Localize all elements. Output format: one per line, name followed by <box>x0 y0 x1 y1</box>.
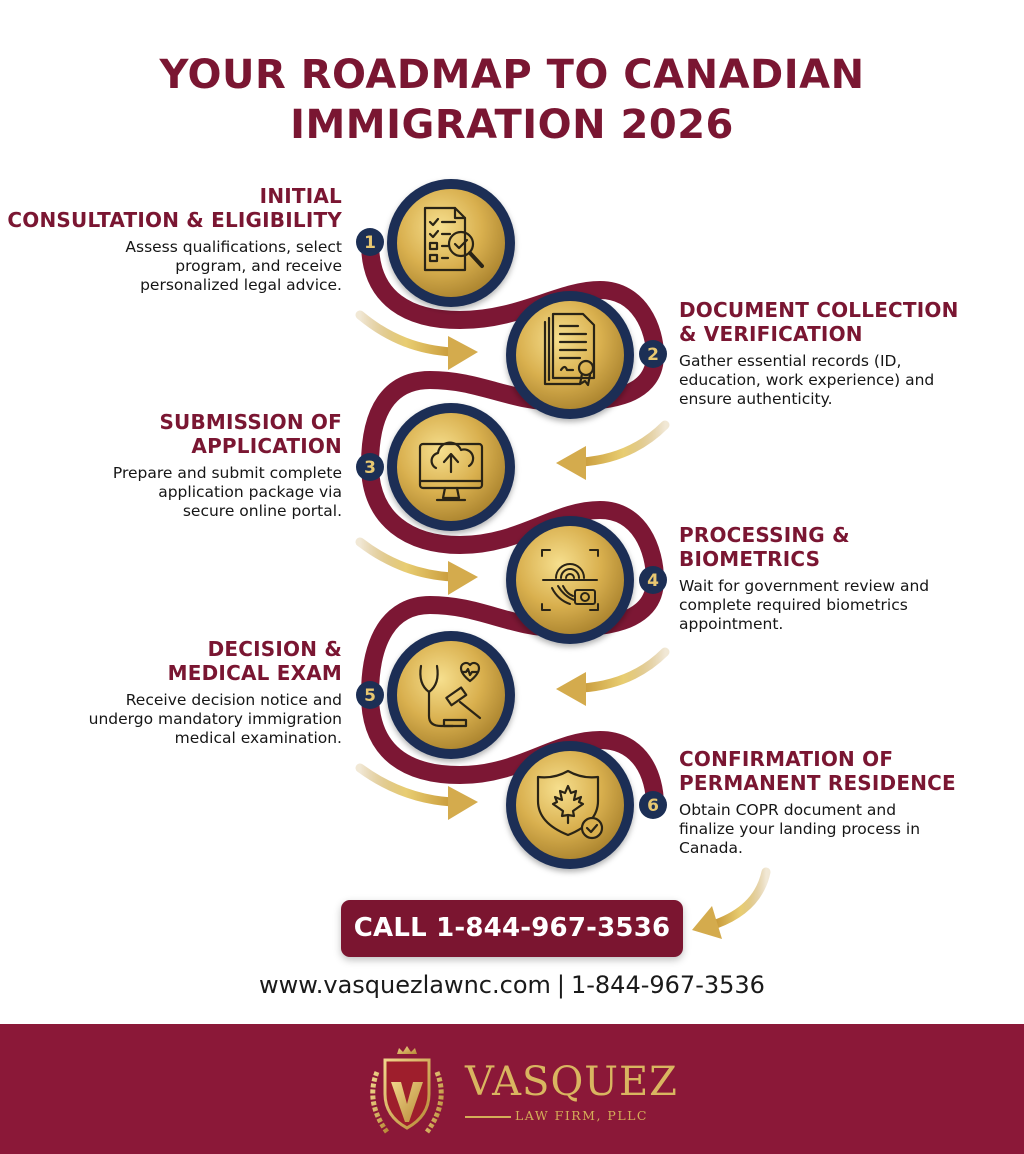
title-line-2: IMMIGRATION 2026 <box>290 102 734 148</box>
step-3-description: Prepare and submit complete application package via secure online portal. <box>112 464 342 520</box>
website-link[interactable]: www.vasquezlawnc.com <box>259 971 551 999</box>
brand-name: VASQUEZ <box>465 1059 678 1105</box>
medallion-2 <box>506 291 634 419</box>
step-4 <box>679 523 1019 634</box>
step-4-title: PROCESSING & BIOMETRICS <box>679 523 850 571</box>
crest-icon <box>357 1042 457 1142</box>
step-3 <box>2 410 342 521</box>
brand-divider <box>465 1116 511 1118</box>
svg-text:2: 2 <box>647 345 659 365</box>
arrow-left-1 <box>556 425 665 480</box>
step-6-description: Obtain COPR document and finalize your landing process in Canada. <box>679 801 921 857</box>
step-6 <box>679 747 1019 858</box>
svg-text:1: 1 <box>364 233 376 253</box>
footer-bar <box>0 1024 1024 1154</box>
step-2-description: Gather essential records (ID, education, work experience) and ensure authenticity. <box>679 352 935 408</box>
badge-5 <box>356 681 384 709</box>
step-5-title: DECISION & MEDICAL EXAM <box>167 637 342 685</box>
step-2 <box>679 298 1019 409</box>
step-5-description: Receive decision notice and undergo mandatory immigration medical examination. <box>88 691 342 747</box>
step-2-title: DOCUMENT COLLECTION & VERIFICATION <box>679 298 959 346</box>
step-3-title: SUBMISSION OF APPLICATION <box>159 410 342 458</box>
step-1-title: INITIAL CONSULTATION & ELIGIBILITY <box>7 184 342 232</box>
badge-6 <box>639 791 667 819</box>
call-button[interactable]: CALL 1-844-967-3536 <box>341 900 683 957</box>
badge-1 <box>356 228 384 256</box>
phone-link[interactable]: 1-844-967-3536 <box>570 971 765 999</box>
step-4-description: Wait for government review and complete required biometrics appointment. <box>679 577 930 633</box>
brand-subtitle: LAW FIRM, PLLC <box>515 1108 648 1123</box>
firm-logo <box>357 1042 677 1142</box>
arrow-left-2 <box>556 652 665 706</box>
step-6-title: CONFIRMATION OF PERMANENT RESIDENCE <box>679 747 956 795</box>
svg-text:3: 3 <box>364 458 376 478</box>
badge-4 <box>639 566 667 594</box>
step-1 <box>2 184 342 295</box>
title-line-1: YOUR ROADMAP TO CANADIAN <box>159 52 865 98</box>
contact-line <box>0 968 1024 1002</box>
arrow-to-call <box>692 872 766 939</box>
medallion-1 <box>387 179 515 307</box>
medallion-6 <box>506 741 634 869</box>
svg-text:6: 6 <box>647 796 659 816</box>
contact-separator: | <box>556 971 565 999</box>
badge-2 <box>639 340 667 368</box>
step-5 <box>2 637 342 748</box>
svg-text:5: 5 <box>364 686 376 706</box>
badge-3 <box>356 453 384 481</box>
svg-text:4: 4 <box>647 571 659 591</box>
step-1-description: Assess qualifications, select program, and receive personalized legal advice. <box>125 238 342 294</box>
